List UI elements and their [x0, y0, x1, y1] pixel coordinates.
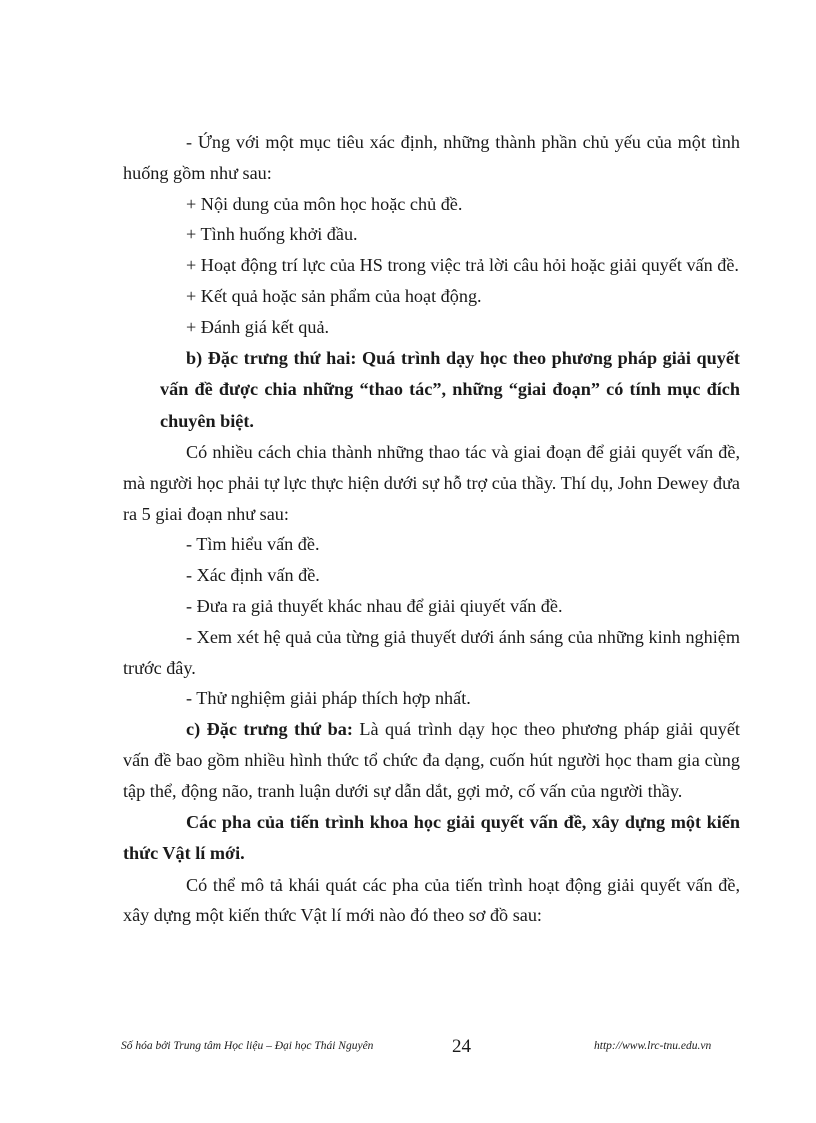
page-number: 24	[452, 1036, 471, 1057]
paragraph-components: - Ứng với một mục tiêu xác định, những thành phần chủ yếu của một tình huống gồm như sau:	[123, 132, 740, 183]
page-footer	[0, 1034, 816, 1074]
footer-source: Số hóa bởi Trung tâm Học liệu – Đại học Thái Nguyên	[121, 1040, 374, 1052]
list-item: - Thử nghiệm giải pháp thích hợp nhất.	[186, 688, 471, 709]
list-item: - Tìm hiểu vấn đề.	[186, 534, 320, 555]
list-item: + Tình huống khởi đầu.	[186, 224, 358, 245]
list-item: + Kết quả hoặc sản phẩm của hoạt động.	[186, 285, 482, 306]
list-item: + Nội dung của môn học hoặc chủ đề.	[186, 193, 463, 214]
list-item: - Xem xét hệ quả của từng giả thuyết dưới ánh sáng của những kinh nghiệm trước đây.	[123, 626, 740, 678]
page-body	[123, 127, 740, 931]
feature-c-text: Là quá trình dạy học theo phương pháp giải quyết vấn đề bao gồm nhiều hình thức tổ chức đa dạng, cuốn hút người học tham gia cùng tập thể, động não, tranh luận dưới sự dẫn dắt, gợi mở, cố vấn của người thầy.	[123, 719, 740, 801]
footer-url: http://www.lrc-tnu.edu.vn	[594, 1040, 712, 1052]
list-item: + Đánh giá kết quả.	[186, 316, 330, 337]
heading-phases: Các pha của tiến trình khoa học giải quyết vấn đề, xây dựng một kiến thức Vật lí mới.	[123, 811, 740, 864]
paragraph-stages: Có nhiều cách chia thành những thao tác và giai đoạn để giải quyết vấn đề, mà người học phải tự lực thực hiện dưới sự hỗ trợ của thầy. Thí dụ, John Dewey đưa ra 5 giai đoạn như sau:	[123, 442, 740, 524]
heading-feature-b: b) Đặc trưng thứ hai: Quá trình dạy học theo phương pháp giải quyết vấn đề được chia những “thao tác”, những “giai đoạn” có tính mục đích chuyên biệt.	[160, 347, 740, 431]
paragraph-phases: Có thể mô tả khái quát các pha của tiến trình hoạt động giải quyết vấn đề, xây dựng một kiến thức Vật lí mới nào đó theo sơ đồ sau:	[123, 874, 740, 926]
list-item: - Đưa ra giả thuyết khác nhau để giải qiuyết vấn đề.	[186, 596, 563, 617]
feature-c-label: c) Đặc trưng thứ ba:	[186, 719, 353, 740]
list-item: - Xác định vấn đề.	[186, 565, 320, 586]
list-item: + Hoạt động trí lực của HS trong việc trả lời câu hỏi hoặc giải quyết vấn đề.	[186, 255, 739, 276]
paragraph-feature-c	[123, 714, 740, 806]
